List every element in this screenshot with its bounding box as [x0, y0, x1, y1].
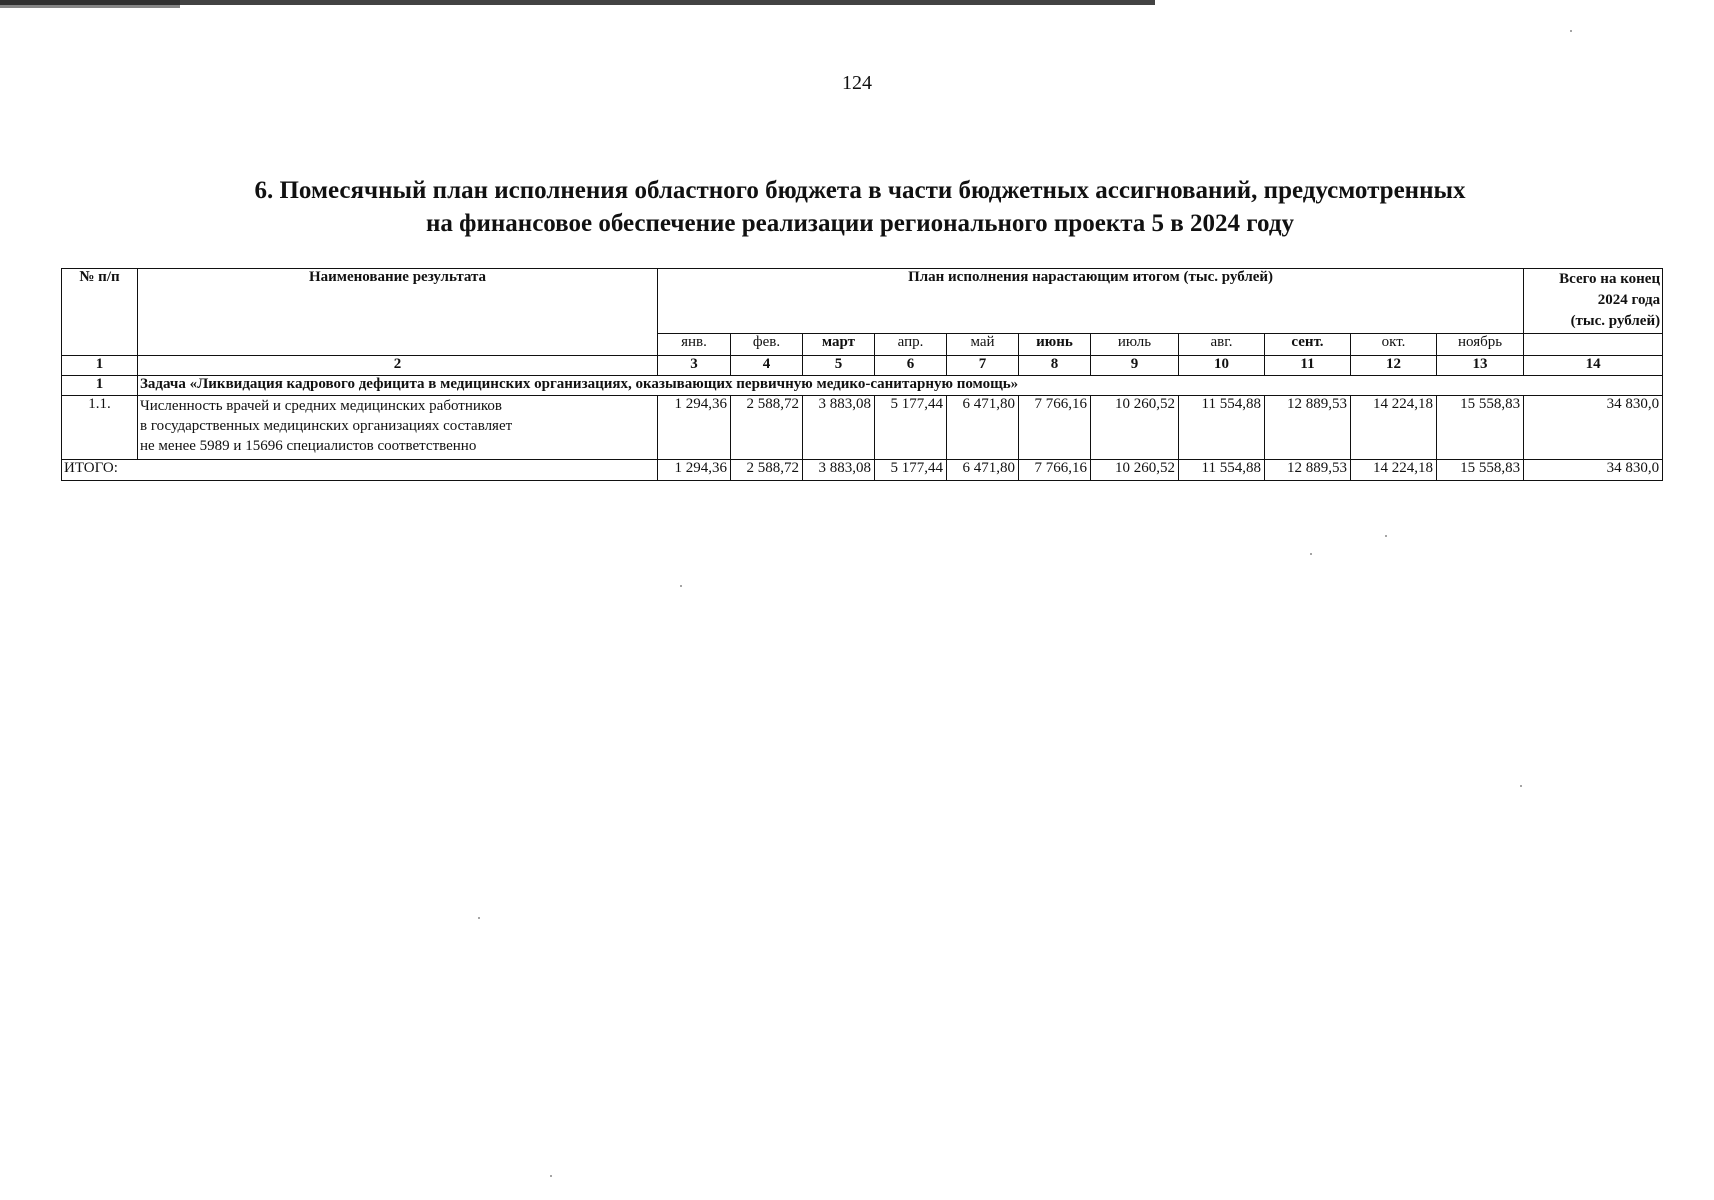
- itogo-value: 5 177,44: [875, 460, 947, 481]
- month-cell: окт.: [1351, 334, 1437, 356]
- month-cell: янв.: [658, 334, 731, 356]
- itogo-value: 7 766,16: [1019, 460, 1091, 481]
- header-total-line-1: Всего на конец: [1559, 271, 1661, 287]
- result-name: [138, 396, 658, 460]
- document-title: [60, 174, 1660, 240]
- itogo-label: ИТОГО:: [62, 460, 658, 481]
- column-number: 2: [138, 356, 658, 376]
- column-number: 1: [62, 356, 138, 376]
- header-total-line-3: (тыс. рублей): [1570, 313, 1661, 329]
- result-num: 1.1.: [62, 396, 138, 460]
- result-total: 34 830,0: [1524, 396, 1663, 460]
- scan-speck: [1310, 553, 1312, 555]
- scan-top-edge-shadow: [0, 0, 180, 8]
- result-value: 15 558,83: [1437, 396, 1524, 460]
- itogo-value: 10 260,52: [1091, 460, 1179, 481]
- month-cell: фев.: [731, 334, 803, 356]
- itogo-value: 15 558,83: [1437, 460, 1524, 481]
- column-number: 14: [1524, 356, 1663, 376]
- itogo-value: 11 554,88: [1179, 460, 1265, 481]
- itogo-total: 34 830,0: [1524, 460, 1663, 481]
- itogo-value: 1 294,36: [658, 460, 731, 481]
- itogo-value: 3 883,08: [803, 460, 875, 481]
- result-name-line: не менее 5989 и 15696 специалистов соответственно: [140, 438, 477, 454]
- month-cell: авг.: [1179, 334, 1265, 356]
- itogo-value: 14 224,18: [1351, 460, 1437, 481]
- month-cell: июль: [1091, 334, 1179, 356]
- scan-speck: [1385, 535, 1387, 537]
- column-number: 5: [803, 356, 875, 376]
- month-cell: ноябрь: [1437, 334, 1524, 356]
- page-number: 124: [842, 72, 872, 94]
- result-value: 7 766,16: [1019, 396, 1091, 460]
- column-number: 8: [1019, 356, 1091, 376]
- itogo-value: 6 471,80: [947, 460, 1019, 481]
- scan-speck: [1520, 785, 1522, 787]
- column-number: 10: [1179, 356, 1265, 376]
- month-cell: апр.: [875, 334, 947, 356]
- header-row: [62, 269, 1663, 334]
- column-number: 12: [1351, 356, 1437, 376]
- scan-speck: [478, 917, 480, 919]
- header-total: [1524, 269, 1663, 334]
- month-cell: сент.: [1265, 334, 1351, 356]
- column-number: 4: [731, 356, 803, 376]
- budget-table: [61, 268, 1663, 481]
- task-row: [62, 376, 1663, 396]
- month-cell: март: [803, 334, 875, 356]
- result-name-line: Численность врачей и средних медицинских работников: [140, 398, 502, 414]
- itogo-value: 12 889,53: [1265, 460, 1351, 481]
- task-text: Задача «Ликвидация кадрового дефицита в медицинских организациях, оказывающих первичную медико-санитарную помощь»: [138, 376, 1663, 396]
- title-line-1: 6. Помесячный план исполнения областного бюджета в части бюджетных ассигнований, предусмотренных: [254, 177, 1466, 204]
- column-number: 13: [1437, 356, 1524, 376]
- month-cell-empty: [1524, 334, 1663, 356]
- task-num: 1: [62, 376, 138, 396]
- result-value: 14 224,18: [1351, 396, 1437, 460]
- result-value: 10 260,52: [1091, 396, 1179, 460]
- column-number-row: [62, 356, 1663, 376]
- result-value: 11 554,88: [1179, 396, 1265, 460]
- result-value: 2 588,72: [731, 396, 803, 460]
- itogo-value: 2 588,72: [731, 460, 803, 481]
- scan-speck: [680, 585, 682, 587]
- column-number: 11: [1265, 356, 1351, 376]
- result-value: 5 177,44: [875, 396, 947, 460]
- column-number: 7: [947, 356, 1019, 376]
- result-value: 1 294,36: [658, 396, 731, 460]
- header-total-line-2: 2024 года: [1597, 292, 1661, 308]
- result-row: [62, 396, 1663, 460]
- header-name: Наименование результата: [138, 269, 658, 356]
- result-value: 6 471,80: [947, 396, 1019, 460]
- result-value: 3 883,08: [803, 396, 875, 460]
- title-line-2: на финансовое обеспечение реализации регионального проекта 5 в 2024 году: [426, 210, 1294, 237]
- column-number: 6: [875, 356, 947, 376]
- itogo-row: [62, 460, 1663, 481]
- month-cell: июнь: [1019, 334, 1091, 356]
- column-number: 9: [1091, 356, 1179, 376]
- result-name-line: в государственных медицинских организациях составляет: [140, 418, 513, 434]
- result-value: 12 889,53: [1265, 396, 1351, 460]
- column-number: 3: [658, 356, 731, 376]
- header-num: № п/п: [62, 269, 138, 356]
- header-plan: План исполнения нарастающим итогом (тыс. рублей): [658, 269, 1524, 334]
- scan-speck: [1570, 30, 1572, 32]
- scan-speck: [550, 1175, 552, 1177]
- month-cell: май: [947, 334, 1019, 356]
